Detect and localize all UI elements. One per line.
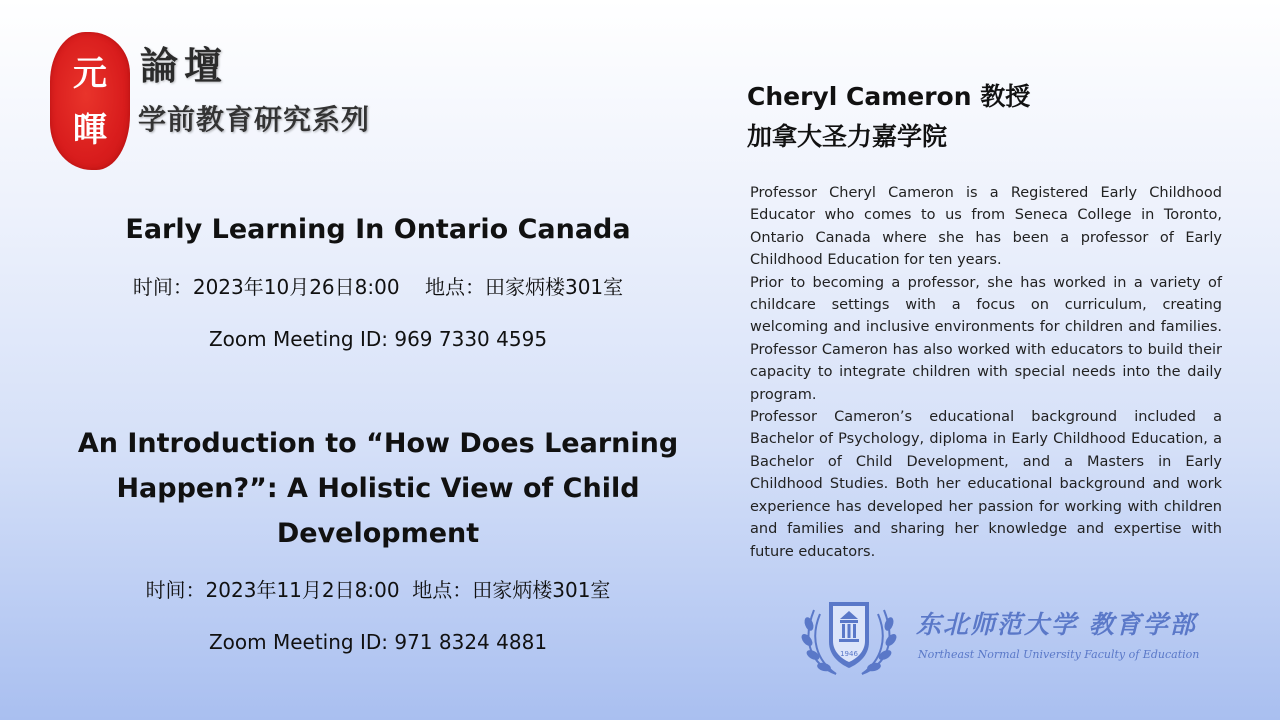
logo-seal — [50, 32, 130, 170]
speaker-name: Cheryl Cameron 教授 — [747, 82, 1031, 111]
speaker-institution: 加拿大圣力嘉学院 — [747, 122, 948, 151]
talk2-title — [40, 421, 716, 556]
university-name-en: Northeast Normal University Faculty of Education — [918, 648, 1200, 661]
talk2-zoom-id: Zoom Meeting ID: 971 8324 4881 — [208, 630, 548, 654]
seal-char-bottom: 暉 — [73, 110, 107, 150]
talk2-title-line: An Introduction to “How Does Learning — [77, 428, 679, 459]
talk1-title: Early Learning In Ontario Canada — [125, 214, 631, 245]
speaker-bio — [750, 182, 1222, 563]
bio-paragraph: Prior to becoming a professor, she has worked in a variety of childcare settings with a focus on curriculum, creating welcoming and inclusive environments for children and families. Professor Cameron has also worked with educators to build their capacity to integrate children with special needs into the daily program. — [750, 274, 1222, 403]
forum-title: 論壇 — [140, 43, 229, 88]
seal-char-top: 元 — [73, 54, 107, 94]
series-title: 学前教育研究系列 — [138, 103, 371, 136]
talk2-schedule: 时间：2023年11月2日8:00 地点：田家炳楼301室 — [145, 578, 611, 602]
bio-paragraph: Professor Cheryl Cameron is a Registered Early Childhood Educator who comes to us from Seneca College in Toronto, Ontario Canada where she has been a professor of Early Childhood Education for ten years. — [750, 185, 1222, 269]
emblem-year: 1946 — [840, 650, 858, 658]
talk2-title-line: Happen?”: A Holistic View of Child — [116, 473, 640, 504]
talk2-title-line: Development — [276, 518, 480, 549]
talk1-zoom-id: Zoom Meeting ID: 969 7330 4595 — [208, 327, 548, 351]
university-emblem — [796, 590, 902, 678]
university-name: 东北师范大学 教育学部 — [916, 610, 1197, 639]
bio-paragraph: Professor Cameron’s educational background included a Bachelor of Psychology, diploma in Early Childhood Education, a Bachelor of Child Development, and a Masters in Early Childhood Studies. Both her educational background and work experience has developed her passion for working with children and families and sharing her knowledge and expertise with future educators. — [750, 409, 1222, 560]
talk1-schedule: 时间：2023年10月26日8:00 地点：田家炳楼301室 — [132, 275, 624, 299]
